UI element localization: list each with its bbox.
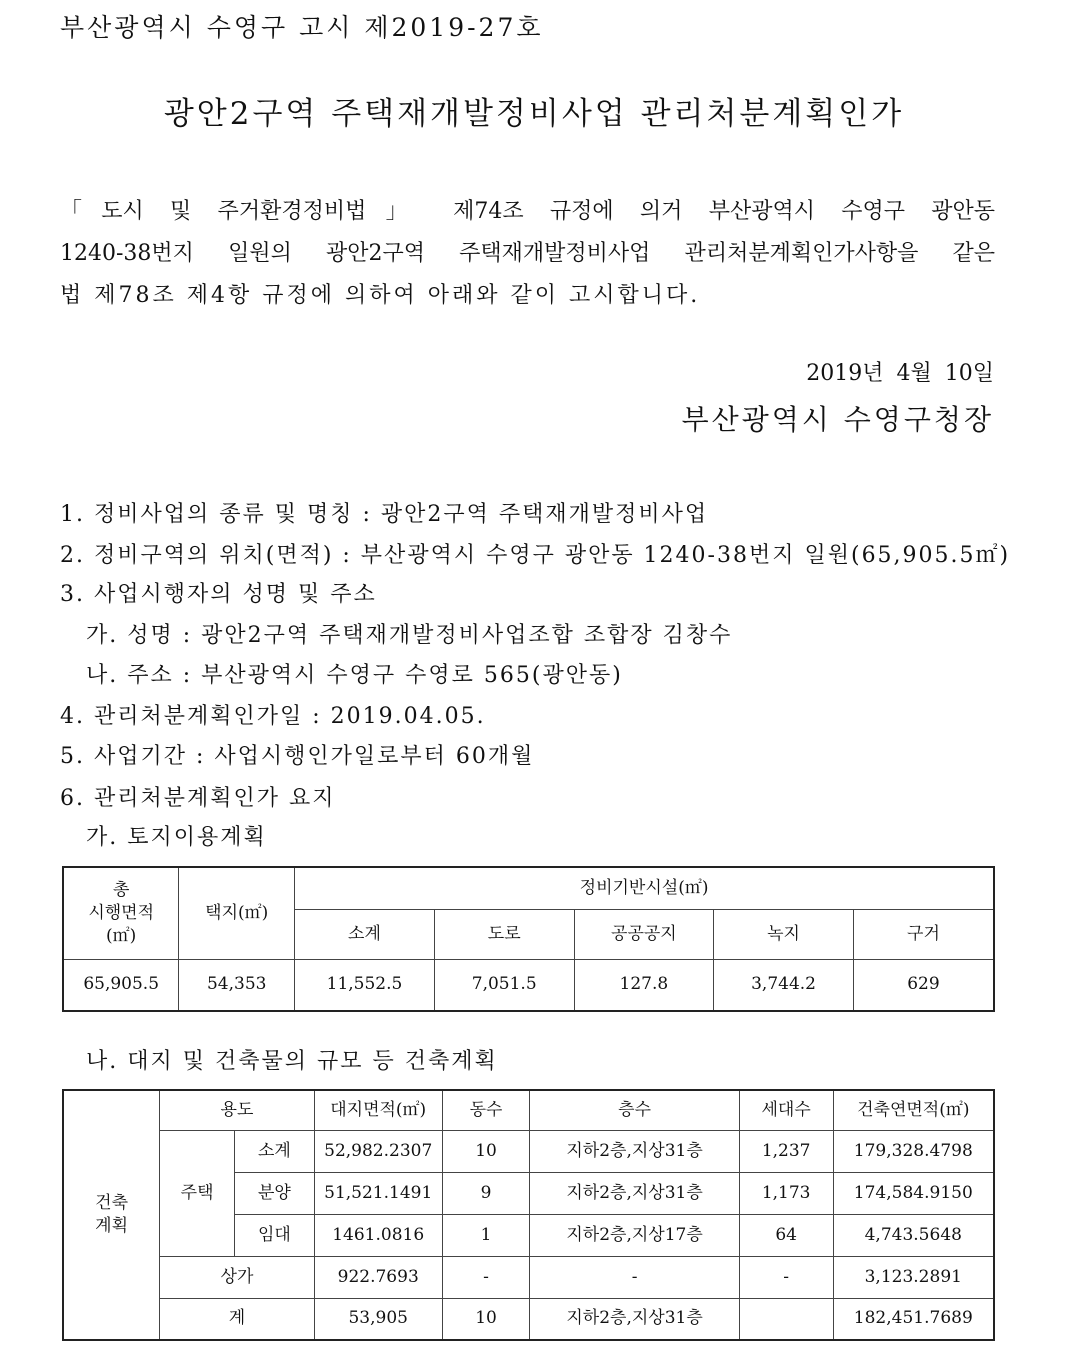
table-cell: 51,521.1491 — [314, 1172, 442, 1214]
table-cell: 182,451.7689 — [833, 1298, 994, 1340]
list-subitem: 나. 주소 : 부산광역시 수영구 수영로 565(광안동) — [86, 663, 623, 688]
list-item: 5. 사업기간 : 사업시행인가일로부터 60개월 — [60, 744, 535, 769]
notice-number: 부산광역시 수영구 고시 제2019-27호 — [60, 13, 544, 42]
table-cell: 분양 — [234, 1172, 314, 1214]
table-cell: 지하2층,지상31층 — [530, 1130, 739, 1172]
section-title: 나. 대지 및 건축물의 규모 등 건축계획 — [86, 1049, 498, 1074]
list-item: 2. 정비구역의 위치(면적) : 부산광역시 수영구 광안동 1240-38번지 일원(65,905.5㎡) — [60, 543, 1011, 568]
table-cell: 179,328.4798 — [833, 1130, 994, 1172]
table-header-cell: 세대수 — [739, 1090, 833, 1130]
table-cell: 1461.0816 — [314, 1214, 442, 1256]
header-site: 택지(㎡) — [179, 867, 295, 959]
table-cell: 임대 — [234, 1214, 314, 1256]
table-header-cell: 구거 — [853, 909, 994, 959]
housing-label: 주택 — [160, 1130, 235, 1256]
list-subitem: 가. 토지이용계획 — [86, 825, 267, 850]
table-cell: 7,051.5 — [434, 959, 574, 1011]
paragraph-line: 법 제78조 제4항 규정에 의하여 아래와 같이 고시합니다. — [60, 283, 701, 308]
table-header-cell: 대지면적(㎡) — [314, 1090, 442, 1130]
table-cell: 1,237 — [739, 1130, 833, 1172]
table-cell — [739, 1298, 833, 1340]
header-total-area: 총 시행면적 (㎡) — [63, 867, 179, 959]
table-header-cell: 용도 — [160, 1090, 315, 1130]
table-cell: 9 — [442, 1172, 530, 1214]
table-header-cell: 층수 — [530, 1090, 739, 1130]
table-header-cell: 동수 — [442, 1090, 530, 1130]
table-cell: - — [442, 1256, 530, 1298]
table-cell: 계 — [160, 1298, 315, 1340]
table-cell: 65,905.5 — [63, 959, 179, 1011]
table-cell: 10 — [442, 1130, 530, 1172]
list-item: 4. 관리처분계획인가일 : 2019.04.05. — [60, 704, 486, 729]
list-item: 6. 관리처분계획인가 요지 — [60, 786, 336, 811]
table-cell: 지하2층,지상31층 — [530, 1172, 739, 1214]
table-cell: 지하2층,지상17층 — [530, 1214, 739, 1256]
paragraph-line: 「도시 및 주거환경정비법」 제74조 규정에 의거 부산광역시 수영구 광안동 — [60, 199, 995, 224]
table-cell: 52,982.2307 — [314, 1130, 442, 1172]
table-cell: 127.8 — [574, 959, 714, 1011]
paragraph-line: 1240-38번지 일원의 광안2구역 주택재개발정비사업 관리처분계획인가사항을 같은 — [60, 241, 995, 266]
header-infrastructure: 정비기반시설(㎡) — [295, 867, 994, 909]
list-item: 1. 정비사업의 종류 및 명칭 : 광안2구역 주택재개발정비사업 — [60, 502, 709, 527]
table-cell: 소계 — [234, 1130, 314, 1172]
table-cell: 10 — [442, 1298, 530, 1340]
table-cell: 11,552.5 — [295, 959, 435, 1011]
land-use-table — [62, 866, 995, 1012]
table-cell: 922.7693 — [314, 1256, 442, 1298]
table-cell: 지하2층,지상31층 — [530, 1298, 739, 1340]
table-cell: - — [530, 1256, 739, 1298]
table-cell: 174,584.9150 — [833, 1172, 994, 1214]
table-cell: 1 — [442, 1214, 530, 1256]
table-cell: 53,905 — [314, 1298, 442, 1340]
notice-date: 2019년 4월 10일 — [806, 361, 994, 386]
table-header-cell: 녹지 — [714, 909, 854, 959]
table-header-cell: 도로 — [434, 909, 574, 959]
table-header-cell: 공공공지 — [574, 909, 714, 959]
table-cell: 1,173 — [739, 1172, 833, 1214]
table-header-cell: 건축연면적(㎡) — [833, 1090, 994, 1130]
building-plan-table — [62, 1089, 995, 1341]
table-cell: 3,744.2 — [714, 959, 854, 1011]
table-cell: 3,123.2891 — [833, 1256, 994, 1298]
table-cell: 54,353 — [179, 959, 295, 1011]
page-title: 광안2구역 주택재개발정비사업 관리처분계획인가 — [163, 96, 905, 132]
table-cell: - — [739, 1256, 833, 1298]
table-cell: 629 — [853, 959, 994, 1011]
table-cell: 상가 — [160, 1256, 315, 1298]
signer: 부산광역시 수영구청장 — [681, 403, 994, 436]
table-cell: 4,743.5648 — [833, 1214, 994, 1256]
list-item: 3. 사업시행자의 성명 및 주소 — [60, 582, 377, 607]
side-label: 건축 계획 — [63, 1090, 160, 1340]
list-subitem: 가. 성명 : 광안2구역 주택재개발정비사업조합 조합장 김창수 — [86, 623, 733, 648]
table-header-cell: 소계 — [295, 909, 435, 959]
table-cell: 64 — [739, 1214, 833, 1256]
